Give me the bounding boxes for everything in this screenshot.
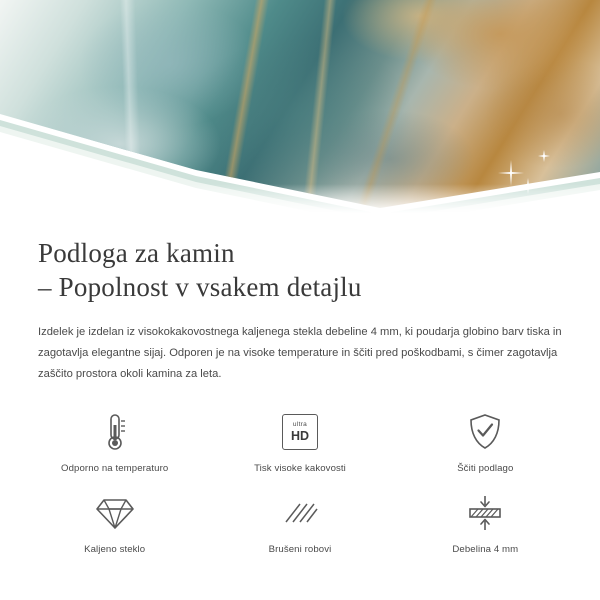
hero-image — [0, 0, 600, 218]
feature-item-surface-protection — [393, 411, 578, 474]
feature-label: Brušeni robovi — [268, 544, 332, 555]
ultra-hd-badge-top: ultra — [292, 421, 308, 428]
feature-item-print-quality — [207, 411, 392, 474]
shield-check-icon — [466, 411, 504, 453]
polished-edges-icon — [280, 492, 320, 534]
feature-label: Tisk visoke kakovosti — [254, 463, 346, 474]
feature-label: Ščiti podlago — [457, 463, 514, 474]
diamond-icon — [94, 492, 136, 534]
feature-label: Kaljeno steklo — [84, 544, 146, 555]
feature-grid — [0, 411, 600, 555]
feature-item-temperature — [22, 411, 207, 474]
headline-line-2: – Popolnost v vsakem detajlu — [38, 272, 362, 302]
description-paragraph: Izdelek je izdelan iz visokokakovostnega kaljenega stekla debeline 4 mm, ki poudarja globino barv tiska in zagotavlja elegantne sijaj. Odporen je na visoke temperature in ščiti pred poškodbami, s čimer zagotavlja zaščito prostora okoli kamina za leta. — [38, 326, 562, 380]
hero-fade-overlay — [0, 184, 600, 218]
thermometer-icon — [98, 411, 132, 453]
feature-item-tempered-glass — [22, 492, 207, 555]
feature-item-polished-edges — [207, 492, 392, 555]
feature-label: Debelina 4 mm — [452, 544, 519, 555]
content-block — [0, 218, 600, 385]
thickness-icon — [465, 492, 505, 534]
ultra-hd-badge-bottom: HD — [290, 428, 310, 443]
feature-item-thickness — [393, 492, 578, 555]
ultra-hd-icon — [282, 411, 318, 453]
headline-line-1: Podloga za kamin — [38, 238, 235, 268]
feature-label: Odporno na temperaturo — [61, 463, 169, 474]
page-title — [38, 236, 562, 304]
